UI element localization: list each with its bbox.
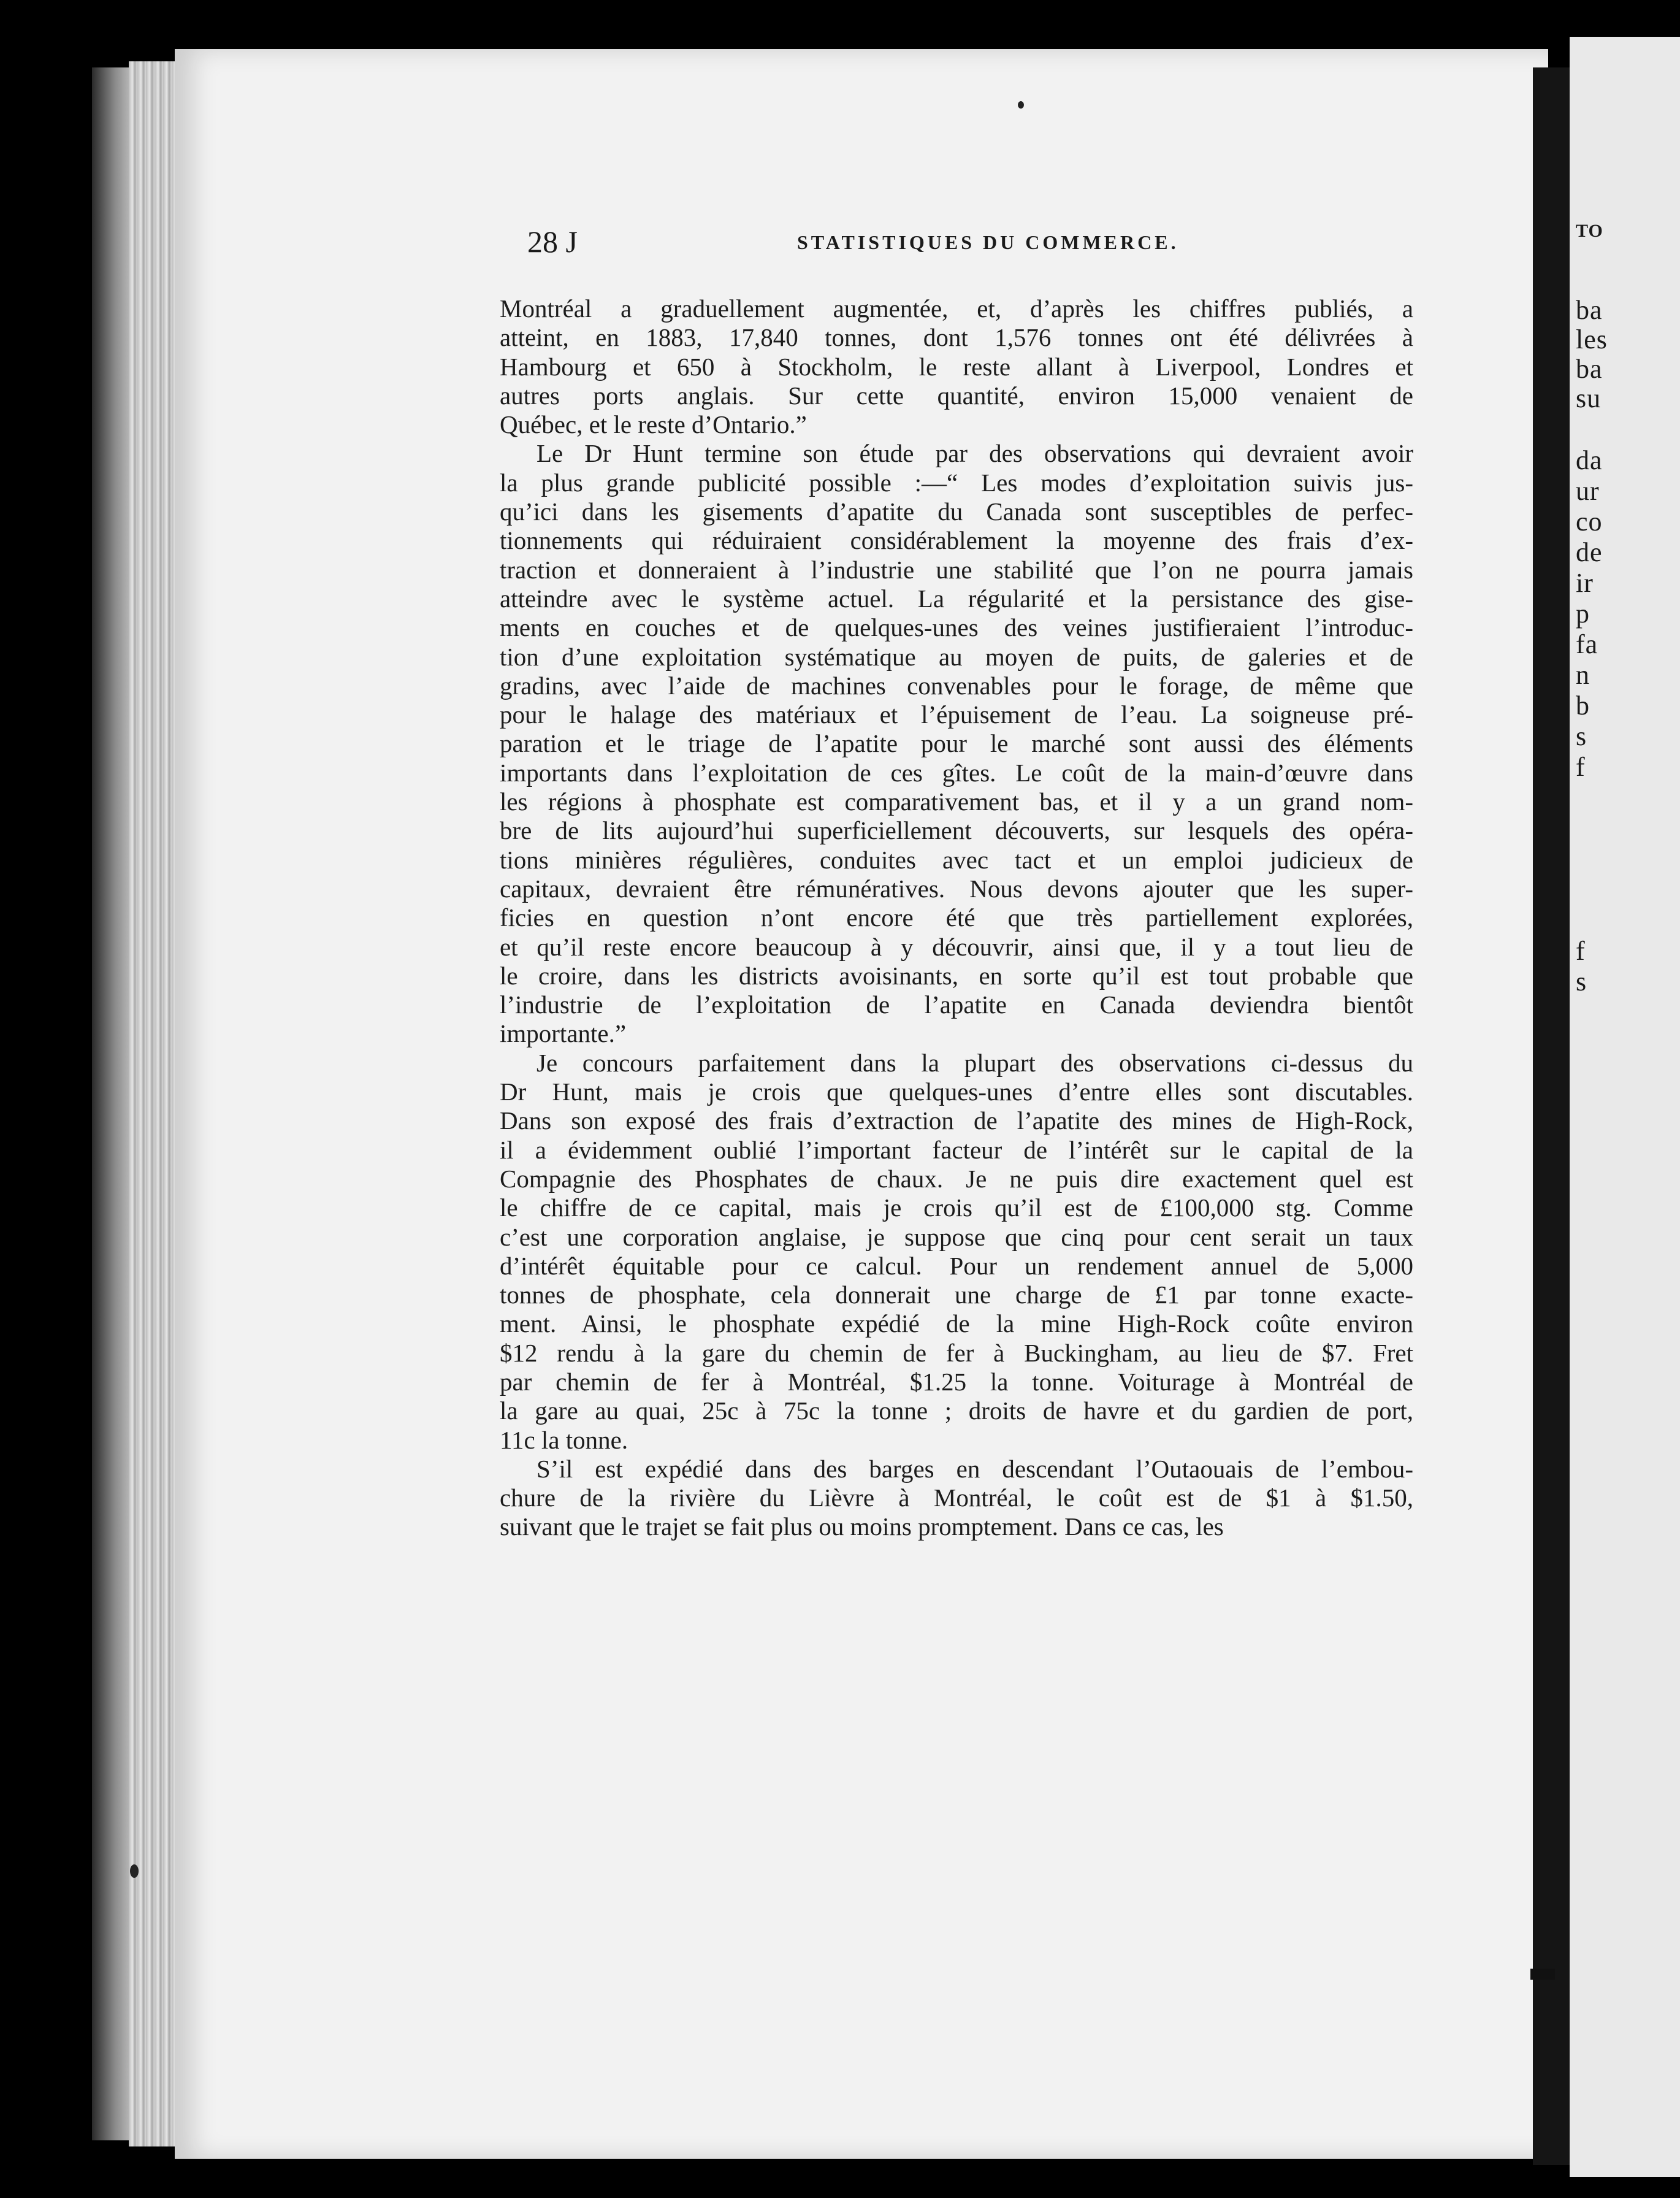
facing-page-fragment: TO bbox=[1576, 221, 1603, 241]
text-line: suivant que le trajet se fait plus ou moins promptement. Dans ce cas, les bbox=[500, 1512, 1224, 1541]
text-line: la gare au quai, 25c à 75c la tonne ; droits de havre et du gardien de port, bbox=[500, 1396, 1413, 1425]
facing-page-fragment: s bbox=[1576, 721, 1587, 751]
text-line: 11c la tonne. bbox=[500, 1425, 628, 1454]
text-line: S’il est expédié dans des barges en descendant l’Outaouais de l’embou- bbox=[536, 1454, 1413, 1483]
text-line: tonnes de phosphate, cela donnerait une charge de £1 par tonne exacte- bbox=[500, 1281, 1413, 1309]
text-line: tion d’une exploitation systématique au moyen de puits, de galeries et de bbox=[500, 642, 1413, 671]
paragraph bbox=[500, 439, 1413, 1048]
text-line: c’est une corporation anglaise, je suppose que cinq pour cent serait un taux bbox=[500, 1222, 1413, 1251]
facing-page-fragment: n bbox=[1576, 660, 1590, 690]
binding-mark bbox=[1530, 1969, 1555, 1980]
text-line: importants dans l’exploitation de ces gîtes. Le coût de la main-d’œuvre dans bbox=[500, 758, 1413, 787]
text-line: Je concours parfaitement dans la plupart des observations ci-dessus du bbox=[536, 1048, 1413, 1077]
facing-page-fragment: b bbox=[1576, 691, 1590, 721]
text-line: ficies en question n’ont encore été que très partiellement explorées, bbox=[500, 903, 1413, 932]
text-line: Dr Hunt, mais je crois que quelques-unes d’entre elles sont discutables. bbox=[500, 1078, 1413, 1106]
text-line: qu’ici dans les gisements d’apatite du Canada sont susceptibles de perfec- bbox=[500, 497, 1413, 526]
text-line: les régions à phosphate est comparativement bas, et il y a un grand nom- bbox=[500, 787, 1413, 816]
text-line: importante.” bbox=[500, 1019, 627, 1048]
text-line: le chiffre de ce capital, mais je crois qu’il est de £100,000 stg. Comme bbox=[500, 1193, 1413, 1222]
paragraph bbox=[500, 294, 1413, 439]
facing-page-fragment: ur bbox=[1576, 476, 1600, 506]
facing-page-fragment: f bbox=[1576, 936, 1586, 966]
facing-page-fragment: de bbox=[1576, 537, 1603, 567]
text-line: chure de la rivière du Lièvre à Montréal, le coût est de $1 à $1.50, bbox=[500, 1484, 1413, 1512]
text-line: la plus grande publicité possible :—“ Les modes d’exploitation suivis jus- bbox=[500, 468, 1413, 497]
facing-page-fragment: fa bbox=[1576, 629, 1598, 659]
text-line: Compagnie des Phosphates de chaux. Je ne puis dire exactement quel est bbox=[500, 1164, 1413, 1193]
text-line: $12 rendu à la gare du chemin de fer à Buckingham, au lieu de $7. Fret bbox=[500, 1338, 1413, 1367]
facing-page-fragment: les bbox=[1576, 324, 1608, 354]
ink-speck bbox=[1018, 101, 1024, 109]
text-line: autres ports anglais. Sur cette quantité, environ 15,000 venaient de bbox=[500, 381, 1413, 410]
facing-page-fragment: f bbox=[1576, 752, 1586, 782]
facing-page-fragment: s bbox=[1576, 967, 1587, 997]
text-line: tionnements qui réduiraient considérablement la moyenne des frais d’ex- bbox=[500, 526, 1413, 555]
facing-page-fragment: su bbox=[1576, 383, 1602, 413]
paragraph bbox=[500, 1049, 1413, 1455]
text-line: atteint, en 1883, 17,840 tonnes, dont 1,576 tonnes ont été délivrées à bbox=[500, 323, 1413, 352]
text-line: Québec, et le reste d’Ontario.” bbox=[500, 410, 807, 439]
facing-page-fragment: da bbox=[1576, 445, 1603, 475]
text-line: par chemin de fer à Montréal, $1.25 la tonne. Voiturage à Montréal de bbox=[500, 1367, 1413, 1396]
page-number: 28 J bbox=[527, 224, 578, 259]
facing-page-fragment: co bbox=[1576, 507, 1603, 537]
running-title: STATISTIQUES DU COMMERCE. bbox=[797, 231, 1179, 253]
text-line: Hambourg et 650 à Stockholm, le reste allant à Liverpool, Londres et bbox=[500, 352, 1413, 381]
text-line: Montréal a graduellement augmentée, et, d’après les chiffres publiés, a bbox=[500, 294, 1413, 323]
text-line: bre de lits aujourd’hui superficiellement découverts, sur lesquels des opéra- bbox=[500, 816, 1413, 845]
text-line: et qu’il reste encore beaucoup à y découvrir, ainsi que, il y a tout lieu de bbox=[500, 932, 1413, 961]
text-line: Le Dr Hunt termine son étude par des observations qui devraient avoir bbox=[536, 439, 1413, 468]
text-line: capitaux, devraient être rémunératives. Nous devons ajouter que les super- bbox=[500, 874, 1413, 903]
facing-page-fragment: ba bbox=[1576, 295, 1603, 325]
text-line: ment. Ainsi, le phosphate expédié de la mine High-Rock coûte environ bbox=[500, 1309, 1413, 1338]
facing-page-fragment: ir bbox=[1576, 568, 1594, 598]
text-line: paration et le triage de l’apatite pour le marché sont aussi des éléments bbox=[500, 729, 1413, 758]
paragraph bbox=[500, 1455, 1413, 1542]
book-gutter bbox=[1533, 67, 1570, 2165]
facing-page bbox=[1570, 37, 1680, 2177]
running-head bbox=[527, 224, 1484, 267]
text-line: d’intérêt équitable pour ce calcul. Pour un rendement annuel de 5,000 bbox=[500, 1251, 1413, 1280]
text-line: le croire, dans les districts avoisinants, en sorte qu’il est tout probable que bbox=[500, 961, 1413, 990]
ink-speck bbox=[130, 1864, 139, 1878]
text-line: atteindre avec le système actuel. La régularité et la persistance des gise- bbox=[500, 584, 1413, 613]
text-line: l’industrie de l’exploitation de l’apatite en Canada deviendra bientôt bbox=[500, 990, 1413, 1019]
body-text bbox=[500, 294, 1413, 1542]
text-line: traction et donneraient à l’industrie une stabilité que l’on ne pourra jamais bbox=[500, 555, 1413, 584]
text-line: ments en couches et de quelques-unes des veines justifieraient l’introduc- bbox=[500, 613, 1413, 642]
text-line: il a évidemment oublié l’important facteur de l’intérêt sur le capital de la bbox=[500, 1135, 1413, 1164]
text-line: gradins, avec l’aide de machines convenables pour le forage, de même que bbox=[500, 671, 1413, 700]
text-line: Dans son exposé des frais d’extraction de l’apatite des mines de High-Rock, bbox=[500, 1106, 1413, 1135]
facing-page-fragment: ba bbox=[1576, 354, 1603, 384]
text-line: tions minières régulières, conduites avec tact et un emploi judicieux de bbox=[500, 845, 1413, 874]
facing-page-fragment: p bbox=[1576, 599, 1590, 629]
text-line: pour le halage des matériaux et l’épuisement de l’eau. La soigneuse pré- bbox=[500, 700, 1413, 729]
